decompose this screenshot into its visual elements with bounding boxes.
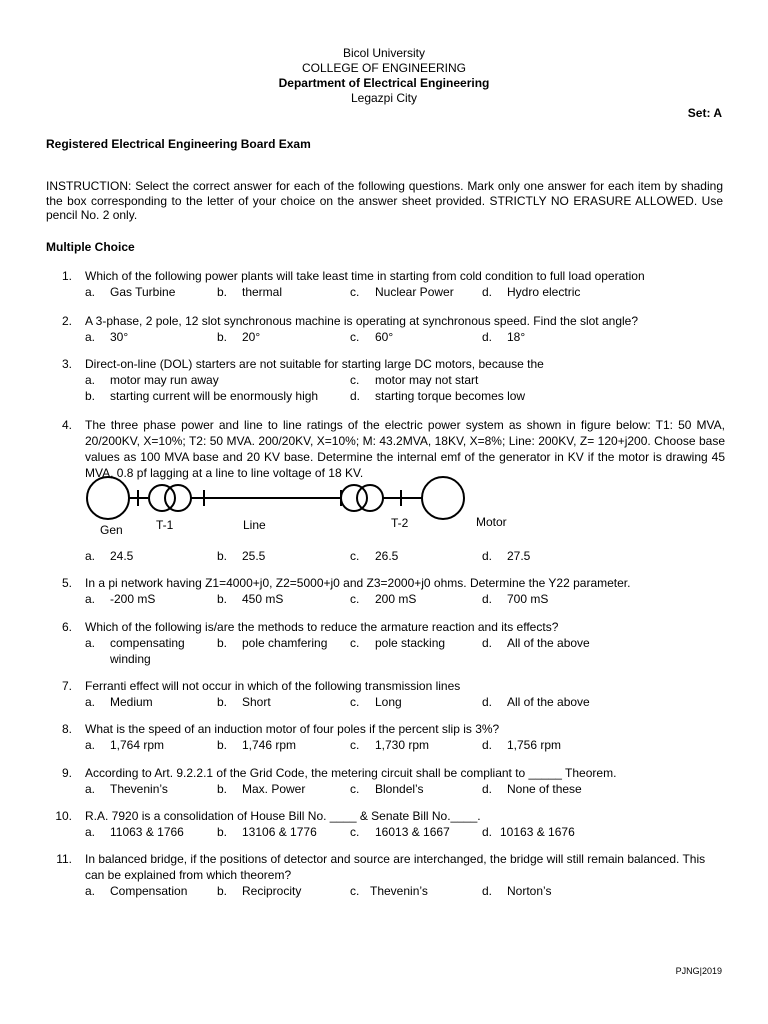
option-b: b. Short: [217, 695, 271, 709]
option-c: c. 60°: [350, 330, 394, 344]
question-number: 2.: [61, 314, 72, 328]
question-stem: In balanced bridge, if the positions of detector and source are interchanged, the bridge will still remain balanced. This can be explained from which theorem?: [85, 852, 706, 882]
options-row: [85, 694, 726, 710]
question-10: [46, 808, 726, 840]
options-row: [85, 883, 726, 899]
options-row: [85, 737, 726, 753]
question-number: 9.: [61, 766, 72, 780]
options-row: [85, 548, 726, 564]
question-1: [46, 268, 726, 300]
option-b: b. 450 mS: [217, 592, 284, 606]
question-stem: Direct-on-line (DOL) starters are not suitable for starting large DC motors, because the: [85, 357, 544, 371]
option-d: d. All of the above: [482, 695, 590, 709]
question-stem: Which of the following is/are the methods to reduce the armature reaction and its effects?: [85, 620, 559, 634]
question-stem: The three phase power and line to line ratings of the electric power system as shown in figure below: T1: 50 MVA, 20/200KV, X=10%; T2: 50 MVA. 200/20KV, X=10%; M: 43.2MVA, 18KV, X=8%; Line: 200KV, Z= 120+j200. Choose base values as 100 MVA base and 20 KV base. Determine the internal emf of the generator in KV if the motor is drawing 45 MVA, 0.8 pf lagging at a line to line voltage of 18 KV.: [85, 418, 725, 480]
t2-label: T-2: [391, 516, 409, 530]
option-a: a. motor may run away: [85, 373, 219, 387]
option-b: b. Reciprocity: [217, 884, 302, 898]
university-name: Bicol University: [342, 46, 426, 60]
option-d: d. Norton’s: [482, 884, 552, 898]
option-b: b. 13106 & 1776: [217, 825, 317, 839]
question-6: [46, 619, 726, 667]
option-a: a. 30°: [85, 330, 129, 344]
question-stem: Ferranti effect will not occur in which of the following transmission lines: [85, 679, 461, 693]
option-d: d. 10163 & 1676: [482, 825, 575, 839]
option-b: b. starting current will be enormously high: [85, 389, 319, 403]
question-11: [46, 851, 726, 899]
option-a: a. Compensation: [85, 884, 188, 898]
question-5: [46, 575, 726, 607]
gen-label: Gen: [100, 523, 123, 537]
question-number: 1.: [61, 269, 72, 283]
power-system-diagram: [86, 472, 536, 542]
question-stem: R.A. 7920 is a consolidation of House Bill No. ____ & Senate Bill No.____.: [85, 809, 481, 823]
option-d: d. 700 mS: [482, 592, 549, 606]
option-c: c. 16013 & 1667: [350, 825, 450, 839]
option-a: a. compensating winding: [85, 636, 185, 666]
question-3: [46, 356, 726, 404]
transformer-t2-primary: [341, 485, 367, 511]
transformer-t1-primary: [149, 485, 175, 511]
option-c: c. Thevenin’s: [350, 884, 428, 898]
option-c: c. 1,730 rpm: [350, 738, 430, 752]
options-row: [85, 824, 726, 840]
college-name: COLLEGE OF ENGINEERING: [301, 61, 467, 75]
question-9: [46, 765, 726, 797]
option-a: a. -200 mS: [85, 592, 156, 606]
question-stem: According to Art. 9.2.2.1 of the Grid Code, the metering circuit shall be compliant to _____ Theorem.: [85, 766, 617, 780]
option-c: c. Long: [350, 695, 402, 709]
option-b: b. pole chamfering: [217, 636, 328, 650]
line-label: Line: [243, 518, 266, 532]
option-c: c. motor may not start: [350, 373, 479, 387]
t1-label: T-1: [156, 518, 174, 532]
exam-set: Set: A: [687, 106, 722, 120]
options-row: [85, 284, 726, 300]
question-4-options: [46, 548, 726, 564]
section-title: Multiple Choice: [46, 240, 135, 254]
option-b: b. 25.5: [217, 549, 266, 563]
city-name: Legazpi City: [350, 91, 418, 105]
question-stem: A 3-phase, 2 pole, 12 slot synchronous machine is operating at synchronous speed. Find the slot angle?: [85, 314, 639, 328]
option-a: a. Medium: [85, 695, 153, 709]
option-d: d. All of the above: [482, 636, 590, 650]
option-d: d. 18°: [482, 330, 526, 344]
option-a: a. Gas Turbine: [85, 285, 176, 299]
motor-symbol: [422, 477, 464, 519]
motor-label: Motor: [476, 515, 507, 529]
transformer-t2-secondary: [357, 485, 383, 511]
question-number: 3.: [61, 357, 72, 371]
option-a: a. 1,764 rpm: [85, 738, 165, 752]
question-stem: Which of the following power plants will take least time in starting from cold condition to full load operation: [85, 269, 645, 283]
question-2: [46, 313, 726, 345]
option-a: a. 24.5: [85, 549, 134, 563]
options-row: [85, 388, 726, 404]
department-name: Department of Electrical Engineering: [278, 76, 490, 90]
option-c: c. 26.5: [350, 549, 399, 563]
question-number: 11.: [56, 852, 72, 866]
question-number: 10.: [55, 809, 72, 823]
question-number: 4.: [61, 418, 72, 432]
option-a: a. 11063 & 1766: [85, 825, 184, 839]
option-a: a. Thevenin’s: [85, 782, 168, 796]
option-c: c. Blondel’s: [350, 782, 424, 796]
option-c: c. pole stacking: [350, 636, 446, 650]
question-stem: In a pi network having Z1=4000+j0, Z2=5000+j0 and Z3=2000+j0 ohms. Determine the Y22 parameter.: [85, 576, 631, 590]
option-b: b. Max. Power: [217, 782, 306, 796]
question-stem: What is the speed of an induction motor of four poles if the percent slip is 3%?: [85, 722, 500, 736]
page-footer: PJNG|2019: [675, 966, 722, 976]
document-header: [0, 46, 768, 106]
option-b: b. 20°: [217, 330, 261, 344]
generator-symbol: [87, 477, 129, 519]
exam-title: Registered Electrical Engineering Board Exam: [46, 137, 311, 151]
question-7: [46, 678, 726, 710]
options-row: [85, 329, 726, 345]
option-d: d. 27.5: [482, 549, 531, 563]
options-row: [85, 591, 726, 607]
options-row: [85, 372, 726, 388]
option-c: c. Nuclear Power: [350, 285, 454, 299]
question-number: 5.: [61, 576, 72, 590]
option-c: c. 200 mS: [350, 592, 417, 606]
options-row: [85, 781, 726, 797]
options-row: [85, 635, 726, 667]
question-number: 8.: [61, 722, 72, 736]
question-8: [46, 721, 726, 753]
option-d: d. None of these: [482, 782, 582, 796]
transformer-t1-secondary: [165, 485, 191, 511]
instruction-text: INSTRUCTION: Select the correct answer for each of the following questions. Mark only one answer for each item by shading the box corresponding to the letter of your choice on the answer sheet provided. STRICTLY NO ERASURE ALLOWED. Use pencil No. 2 only.: [46, 179, 723, 222]
option-d: d. 1,756 rpm: [482, 738, 562, 752]
option-b: b. 1,746 rpm: [217, 738, 297, 752]
question-number: 7.: [61, 679, 72, 693]
option-b: b. thermal: [217, 285, 283, 299]
question-number: 6.: [61, 620, 72, 634]
option-d: d. starting torque becomes low: [350, 389, 526, 403]
option-d: d. Hydro electric: [482, 285, 581, 299]
